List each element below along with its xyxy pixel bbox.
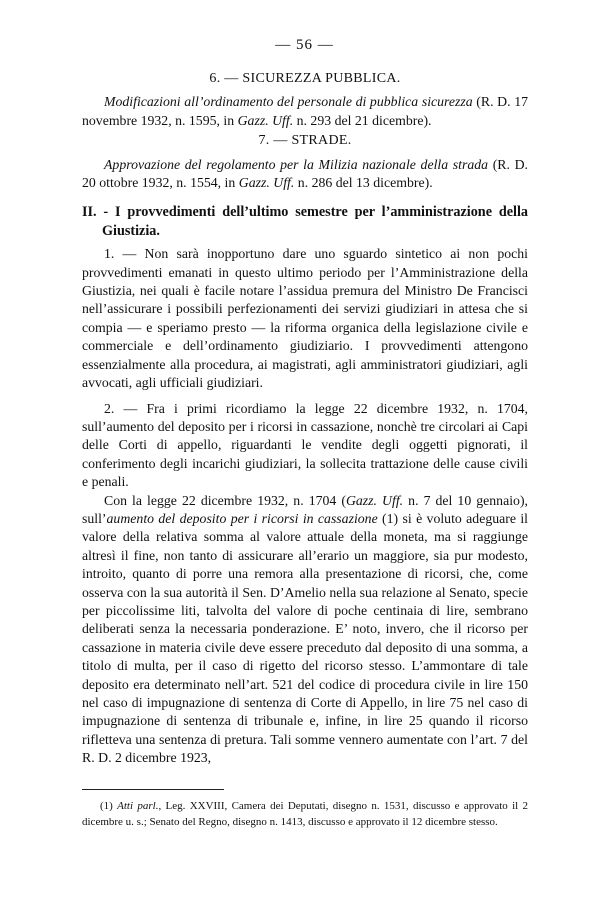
- entry-citation-tail: n. 286 del 13 dicembre).: [294, 175, 433, 191]
- paragraph-3-italic: aumento del deposito per i ricorsi in cassazione: [106, 510, 378, 526]
- page-body: [82, 70, 528, 768]
- footnote-source: Atti parl.: [117, 800, 159, 812]
- footnote: [82, 798, 528, 830]
- entry-italic-title: Approvazione del regolamento per la Milizia nazionale della strada: [104, 156, 489, 172]
- footnote-marker: (1): [100, 800, 118, 812]
- part-heading: II. - I provvedimenti dell’ultimo semestre per l’amministrazione della Giustizia.: [82, 204, 528, 239]
- page-number: — 56 —: [275, 37, 334, 53]
- entry-italic-title: Modificazioni all’ordinamento del personale di pubblica sicurezza: [104, 94, 473, 110]
- section-entry-strade: [82, 156, 528, 193]
- section-title-strade: 7. — STRADE.: [258, 133, 352, 149]
- paragraph-3-b: n. 7 del 10 gennaio), sull’: [82, 492, 528, 526]
- paragraph-3-c: (1) si è voluto adeguare il valore della relativa somma al valore attuale della moneta, ma si raggiunge altresì il fine, non tanto di assicurare all’erario un maggiore, sia pur modesto, introito, quanto di porre una remora alla presentazione di ricorsi, che, come osserva con la sua autorità il Sen. D’Amelio nella sua relazione al Senato, specie per piccolissime liti, talvolta del valore di poche centinaia di lire, sembrano deliberati senza la necessaria ponderazione. E’ noto, invero, che il ricorso per cassazione in materia civile deve essere preceduto dal deposito di una somma, a titolo di multa, per il caso di rigetto del ricorso stesso. L’ammontare di tale deposito era determinato nell’art. 521 del codice di procedura civile in lire 150 nel caso di impugnazione di sentenza di Corte di Appello, in lire 75 nel caso di impugnazione di sentenza di tribunale e, infine, in lire 25 quando il ricorso rifletteva una sentenza di pretura. Tali somme vennero aumentate con l’art. 7 del R. D. 2 dicembre 1923,: [82, 510, 528, 766]
- entry-citation: (R. D. 20 ottobre 1932, n. 1554, in: [82, 156, 529, 191]
- paragraph-3-a: Con la legge 22 dicembre 1932, n. 1704 (: [104, 492, 346, 508]
- entry-gazzetta: Gazz. Uff.: [237, 112, 294, 128]
- entry-citation-tail: n. 293 del 21 dicembre).: [293, 112, 432, 128]
- paragraph-3: [82, 492, 528, 768]
- section-title-sicurezza: 6. — SICUREZZA PUBBLICA.: [209, 71, 401, 86]
- paragraph-2: 2. — Fra i primi ricordiamo la legge 22 dicembre 1932, n. 1704, sull’aumento del deposito per i ricorsi in cassazione, nonchè tre circolari ai Capi delle Corti di appello, riguardanti le vendite degli oggetti pignorati, il conferimento degli incarichi giudiziari, la sollecita trattazione delle cause civili e penali.: [82, 400, 528, 490]
- paragraph-3-gazzetta: Gazz. Uff.: [345, 492, 404, 508]
- entry-gazzetta: Gazz. Uff.: [238, 175, 295, 191]
- footnote-body: , Leg. XXVIII, Camera dei Deputati, disegno n. 1531, discusso e approvato il 2 dicembre u. s.; Senato del Regno, disegno n. 1413, discusso e approvato il 12 dicembre stesso.: [82, 800, 529, 828]
- footnote-divider: [82, 789, 224, 790]
- entry-citation: (R. D. 17 novembre 1932, n. 1595, in: [82, 94, 528, 128]
- footnote-text: [82, 798, 528, 830]
- paragraph-1: 1. — Non sarà inopportuno dare uno sguardo sintetico ai non pochi provvedimenti emanati in questo ultimo periodo per l’Amministrazione della Giustizia, nei quali è facile notare l’assidua premura del Ministro De Francisci nell’assicurare i possibili perfezionamenti dei servizi giudiziari in attesa che si compia — e speriamo presto — la riforma organica della legislazione civile e commerciale e dell’ordinamento giudiziario. I provvedimenti attengono essenzialmente alla procedura, ai magistrati, agli amministratori giudiziari, agli avvocati, agli ufficiali giudiziari.: [82, 246, 528, 391]
- section-entry-sicurezza: [82, 93, 528, 130]
